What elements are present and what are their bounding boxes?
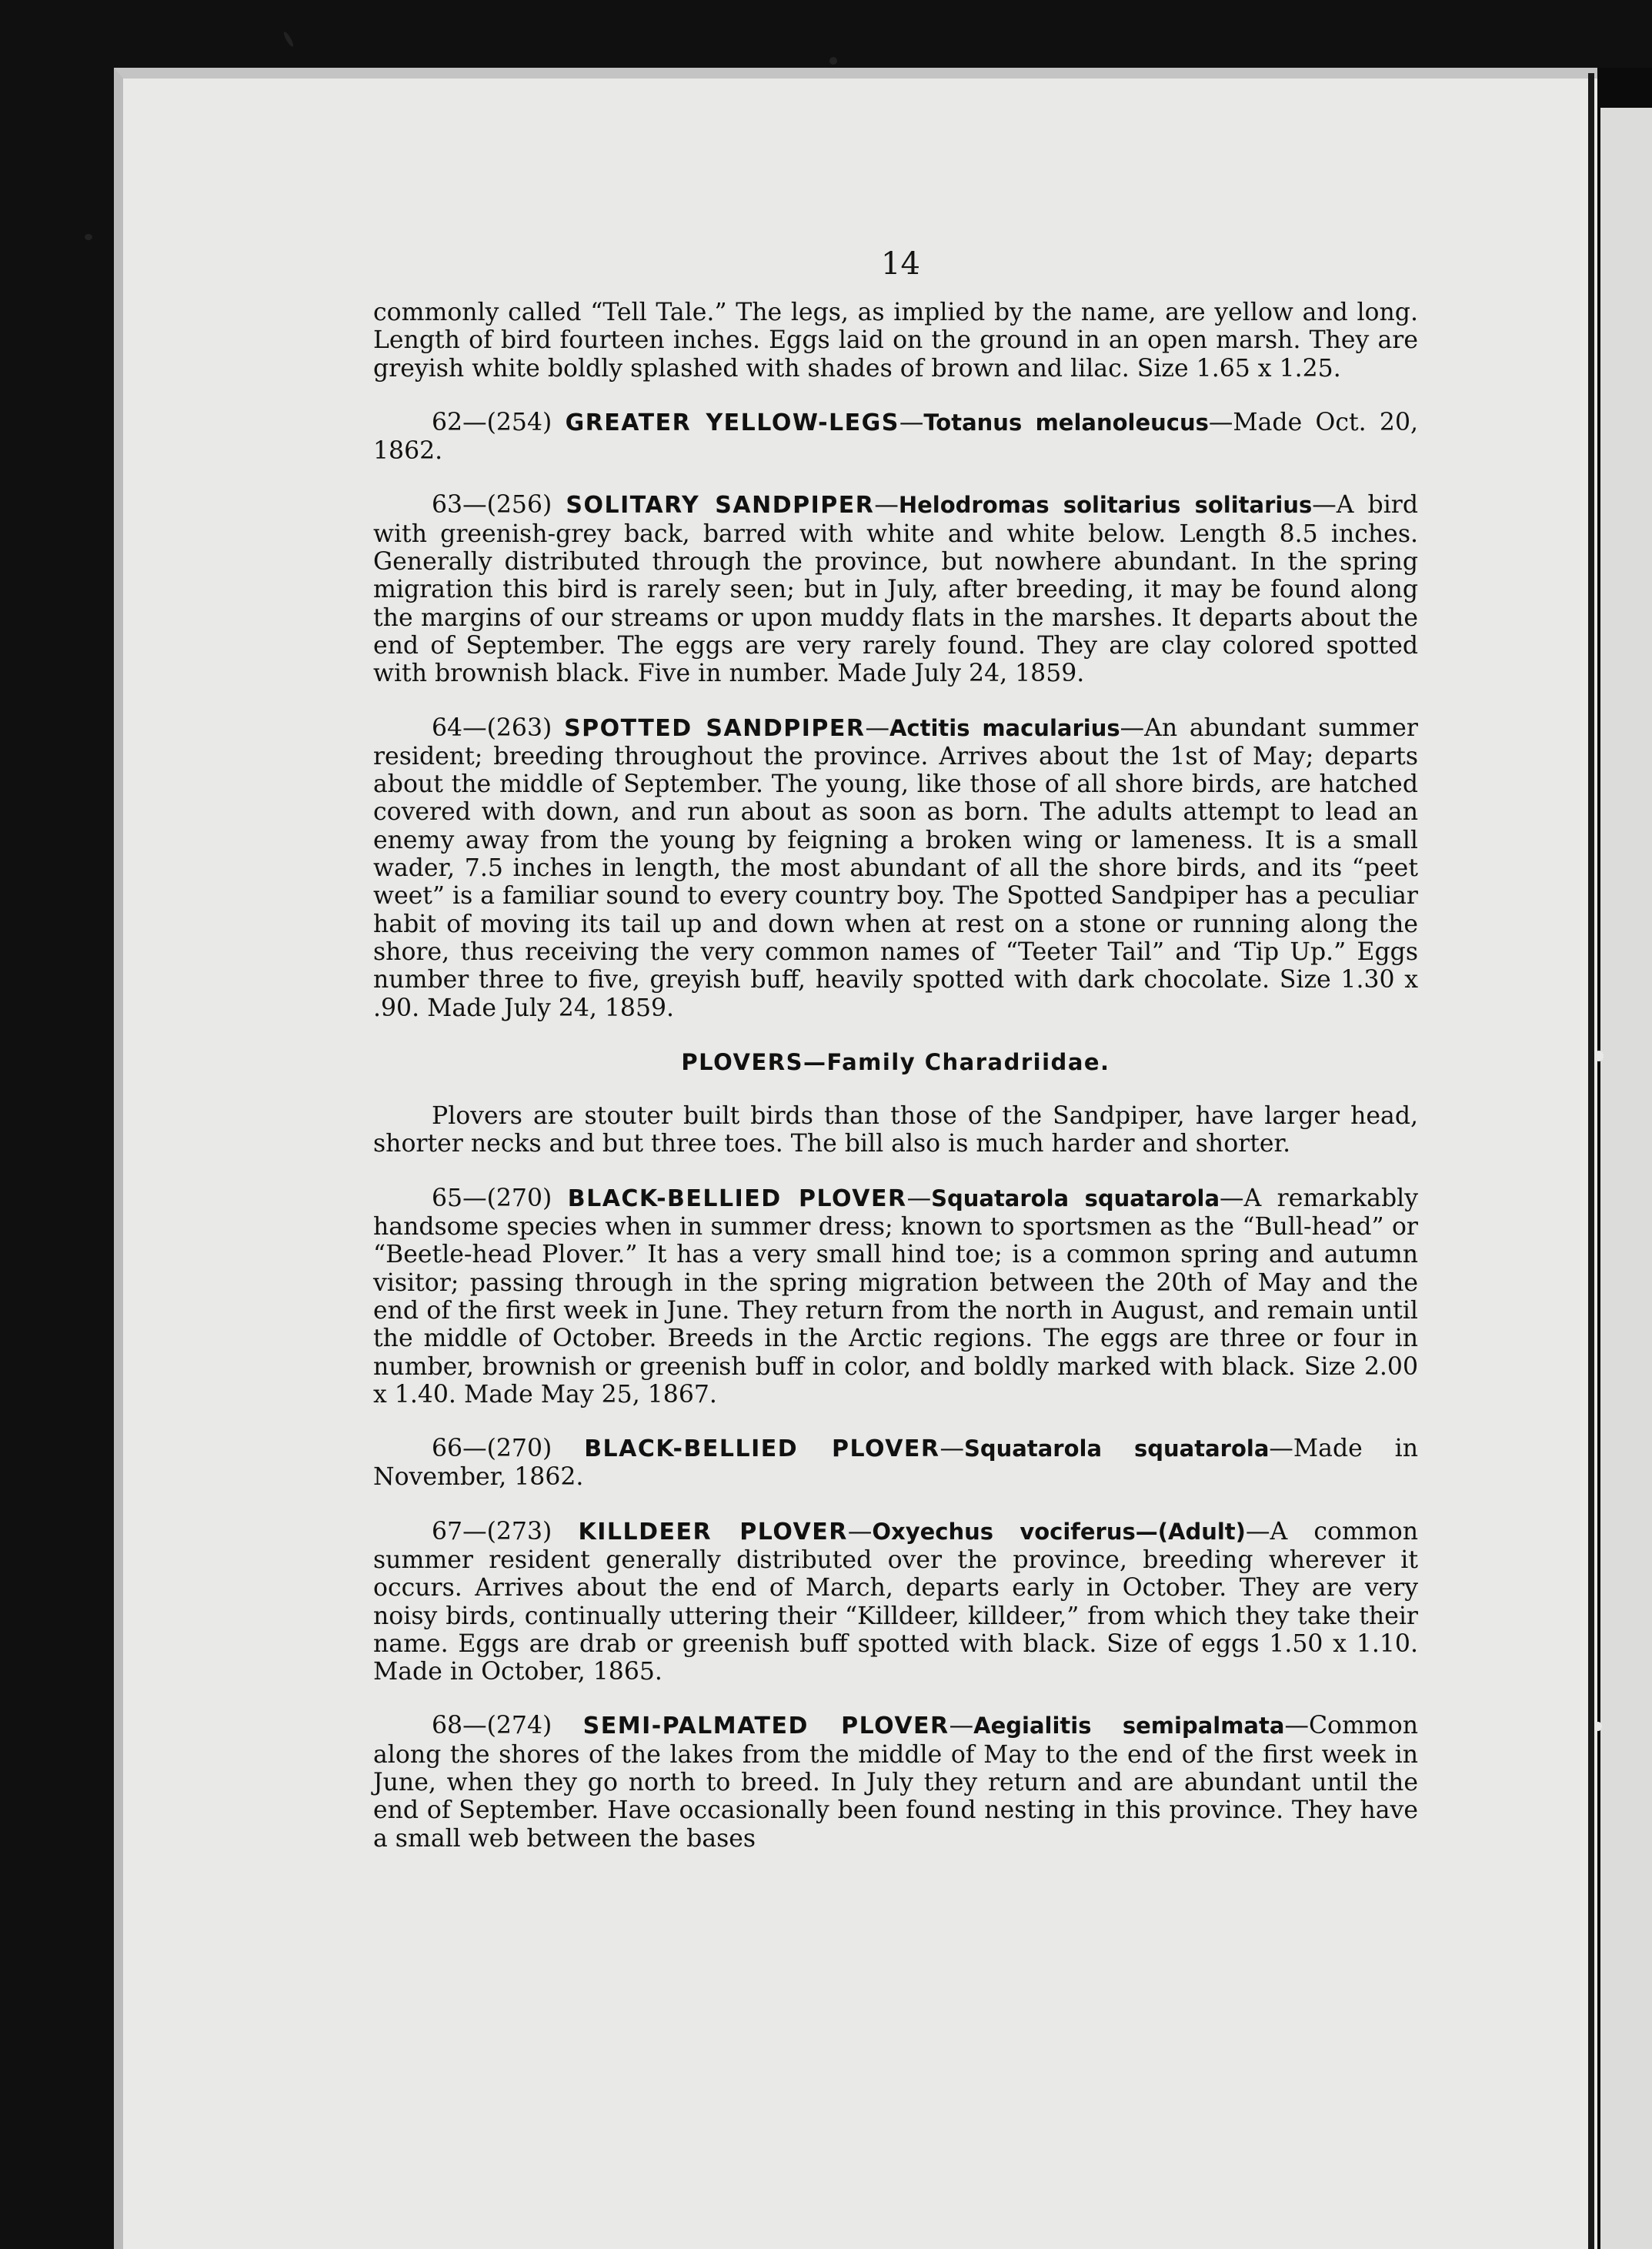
- entry-66: 66—(270) BLACK-BELLIED PLOVER—Squatarola squatarola—Made in November, 1862.: [373, 1435, 1419, 1492]
- entry-68: 68—(274) SEMI-PALMATED PLOVER—Aegialitis semipalmata—Common along the shores of the lakes from the middle of May to the end of the first week in June, when they go north to breed. In July they return and are abundant until the end of September. Have occasionally been found nesting in this province. They have a small web between the bases: [373, 1712, 1418, 1853]
- entry-64: 64—(263) SPOTTED SANDPIPER—Actitis macularius—An abundant summer resident; breeding throughout the province. Arrives about the 1st of May; departs about the middle of September. The young, like those of all shore birds, are hatched covered with down, and run about as soon as born. The adults attempt to lead an enemy away from the young by feigning a broken wing or lameness. It is a small wader, 7.5 inches in length, the most abundant of all the shore birds, and its “peet weet” is a familiar sound to every country boy. The Spotted Sandpiper has a peculiar habit of moving its tail up and down when at rest on a stone or running along the shore, thus receiving the very common names of “Teeter Tail” and ‘Tip Up.” Eggs number three to five, greyish buff, heavily spotted with dark chocolate. Size 1.30 x .90. Made July 24, 1859.: [373, 713, 1418, 1022]
- entry-text: —Made in November, 1862.: [373, 1435, 1419, 1492]
- entry-text: —A bird with greenish-grey back, barred with white and white below. Length 8.5 inches. Generally distributed through the province, but nowhere abundant. In the spring migration this bird is rarely seen; but in July, after breeding, it may be found along the margins of our streams or upon muddy flats in the marshes. It departs about the end of September. The eggs are very rarely found. They are clay colored spotted with brownish black. Five in number. Made July 24, 1859.: [373, 491, 1419, 688]
- entry-number: 63—(256): [432, 491, 552, 520]
- latin-name: Oxyechus vociferus—(Adult): [872, 1518, 1246, 1545]
- entry-text: —A remarkably handsome species when in summer dress; known to sportsmen as the “Bull-head” or “Beetle-head Plover.” It has a very small hind toe; is a common spring and autumn visitor; passing through in the spring migration between the 20th of May and the end of the first week in June. They return from the north in August, and remain until the middle of October. Breeds in the Arctic regions. The eggs are three or four in number, brownish or greenish buff in color, and boldly marked with black. Size 2.00 x 1.40. Made May 25, 1867.: [373, 1184, 1418, 1409]
- entry-62: 62—(254) GREATER YELLOW-LEGS—Totanus melanoleucus—Made Oct. 20, 1862.: [373, 408, 1419, 466]
- bird-name: GREATER YELLOW-LEGS: [565, 409, 899, 436]
- latin-name: Totanus melanoleucus: [923, 409, 1209, 436]
- latin-name: Helodromas solitarius solitarius: [898, 492, 1313, 519]
- entry-number: 62—(254): [432, 408, 552, 436]
- latin-name: Aegialitis semipalmata: [973, 1713, 1285, 1739]
- page-number: 14: [881, 246, 920, 282]
- entry-number: 66—(270): [432, 1435, 552, 1463]
- entry-67: 67—(273) KILLDEER PLOVER—Oxyechus vociferus—(Adult)—A common summer resident generally distributed over the province, breeding wherever it occurs. Arrives about the end of March, departs early in October. They are very noisy birds, continually uttering their “Killdeer, killdeer,” from which they take their name. Eggs are drab or greenish buff spotted with black. Size of eggs 1.50 x 1.10. Made in October, 1865.: [373, 1517, 1418, 1686]
- entry-text: —A common summer resident generally distributed over the province, breeding wherever it occurs. Arrives about the end of March, departs early in October. They are very noisy birds, continually uttering their “Killdeer, killdeer,” from which they take their name. Eggs are drab or greenish buff spotted with black. Size of eggs 1.50 x 1.10. Made in October, 1865.: [373, 1517, 1418, 1686]
- entry-text: —An abundant summer resident; breeding throughout the province. Arrives about the 1st of May; departs about the middle of September. The young, like those of all shore birds, are hatched covered with down, and run about as soon as born. The adults attempt to lead an enemy away from the young by feigning a broken wing or lameness. It is a small wader, 7.5 inches in length, the most abundant of all the shore birds, and its “peet weet” is a familiar sound to every country boy. The Spotted Sandpiper has a peculiar habit of moving its tail up and down when at rest on a stone or running along the shore, thus receiving the very common names of “Teeter Tail” and ‘Tip Up.” Eggs number three to five, greyish buff, heavily spotted with dark chocolate. Size 1.30 x .90. Made July 24, 1859.: [373, 713, 1418, 1022]
- bird-name: SOLITARY SANDPIPER: [566, 492, 875, 520]
- entry-number: 64—(263): [432, 713, 552, 742]
- bird-name: SEMI-PALMATED PLOVER: [582, 1713, 949, 1740]
- scan-speck: [85, 234, 92, 240]
- bird-name: BLACK-BELLIED PLOVER: [567, 1185, 907, 1212]
- scan-speck: [1594, 1051, 1604, 1061]
- latin-name: Actitis macularius: [889, 714, 1120, 741]
- scan-speck: [1594, 1722, 1602, 1731]
- bird-name: SPOTTED SANDPIPER: [564, 714, 866, 742]
- latin-name: Squatarola squatarola: [931, 1185, 1220, 1211]
- bird-name: BLACK-BELLIED PLOVER: [584, 1435, 940, 1463]
- entry-number: 68—(274): [432, 1712, 552, 1740]
- body-text: [373, 299, 1418, 1879]
- facing-page-edge: [1600, 108, 1652, 2249]
- scan-speck: [282, 31, 295, 48]
- entry-text: —Common along the shores of the lakes from the middle of May to the end of the first week in June, when they go north to breed. In July they return and are abundant until the end of September. Have occasionally been found nesting in this province. They have a small web between the bases: [373, 1712, 1418, 1853]
- entry-number: 65—(270): [432, 1184, 552, 1212]
- intro-paragraph: commonly called “Tell Tale.” The legs, as implied by the name, are yellow and long. Length of bird fourteen inches. Eggs laid on the ground in an open marsh. They are greyish white boldly splashed with shades of brown and lilac. Size 1.65 x 1.25.: [373, 299, 1418, 383]
- section-intro: Plovers are stouter built birds than those of the Sandpiper, have larger head, shorter necks and but three toes. The bill also is much harder and shorter.: [373, 1102, 1418, 1158]
- entry-63: 63—(256) SOLITARY SANDPIPER—Helodromas solitarius solitarius—A bird with greenish-grey back, barred with white and white below. Length 8.5 inches. Generally distributed through the province, but nowhere abundant. In the spring migration this bird is rarely seen; but in July, after breeding, it may be found along the margins of our streams or upon muddy flats in the marshes. It departs about the end of September. The eggs are very rarely found. They are clay colored spotted with brownish black. Five in number. Made July 24, 1859.: [373, 491, 1419, 688]
- page-gutter-edge: [1588, 73, 1594, 2249]
- latin-name: Squatarola squatarola: [964, 1435, 1270, 1462]
- entry-text: —Made Oct. 20, 1862.: [373, 408, 1419, 466]
- scan-speck: [829, 57, 837, 65]
- bird-name: KILLDEER PLOVER: [578, 1518, 848, 1546]
- entry-number: 67—(273): [432, 1517, 552, 1546]
- section-heading: PLOVERS—Family Charadriidae.: [681, 1048, 1110, 1075]
- entry-65: 65—(270) BLACK-BELLIED PLOVER—Squatarola squatarola—A remarkably handsome species when in summer dress; known to sportsmen as the “Bull-head” or “Beetle-head Plover.” It has a very small hind toe; is a common spring and autumn visitor; passing through in the spring migration between the 20th of May and the end of the first week in June. They return from the north in August, and remain until the middle of October. Breeds in the Arctic regions. The eggs are three or four in number, brownish or greenish buff in color, and boldly marked with black. Size 2.00 x 1.40. Made May 25, 1867.: [373, 1184, 1418, 1409]
